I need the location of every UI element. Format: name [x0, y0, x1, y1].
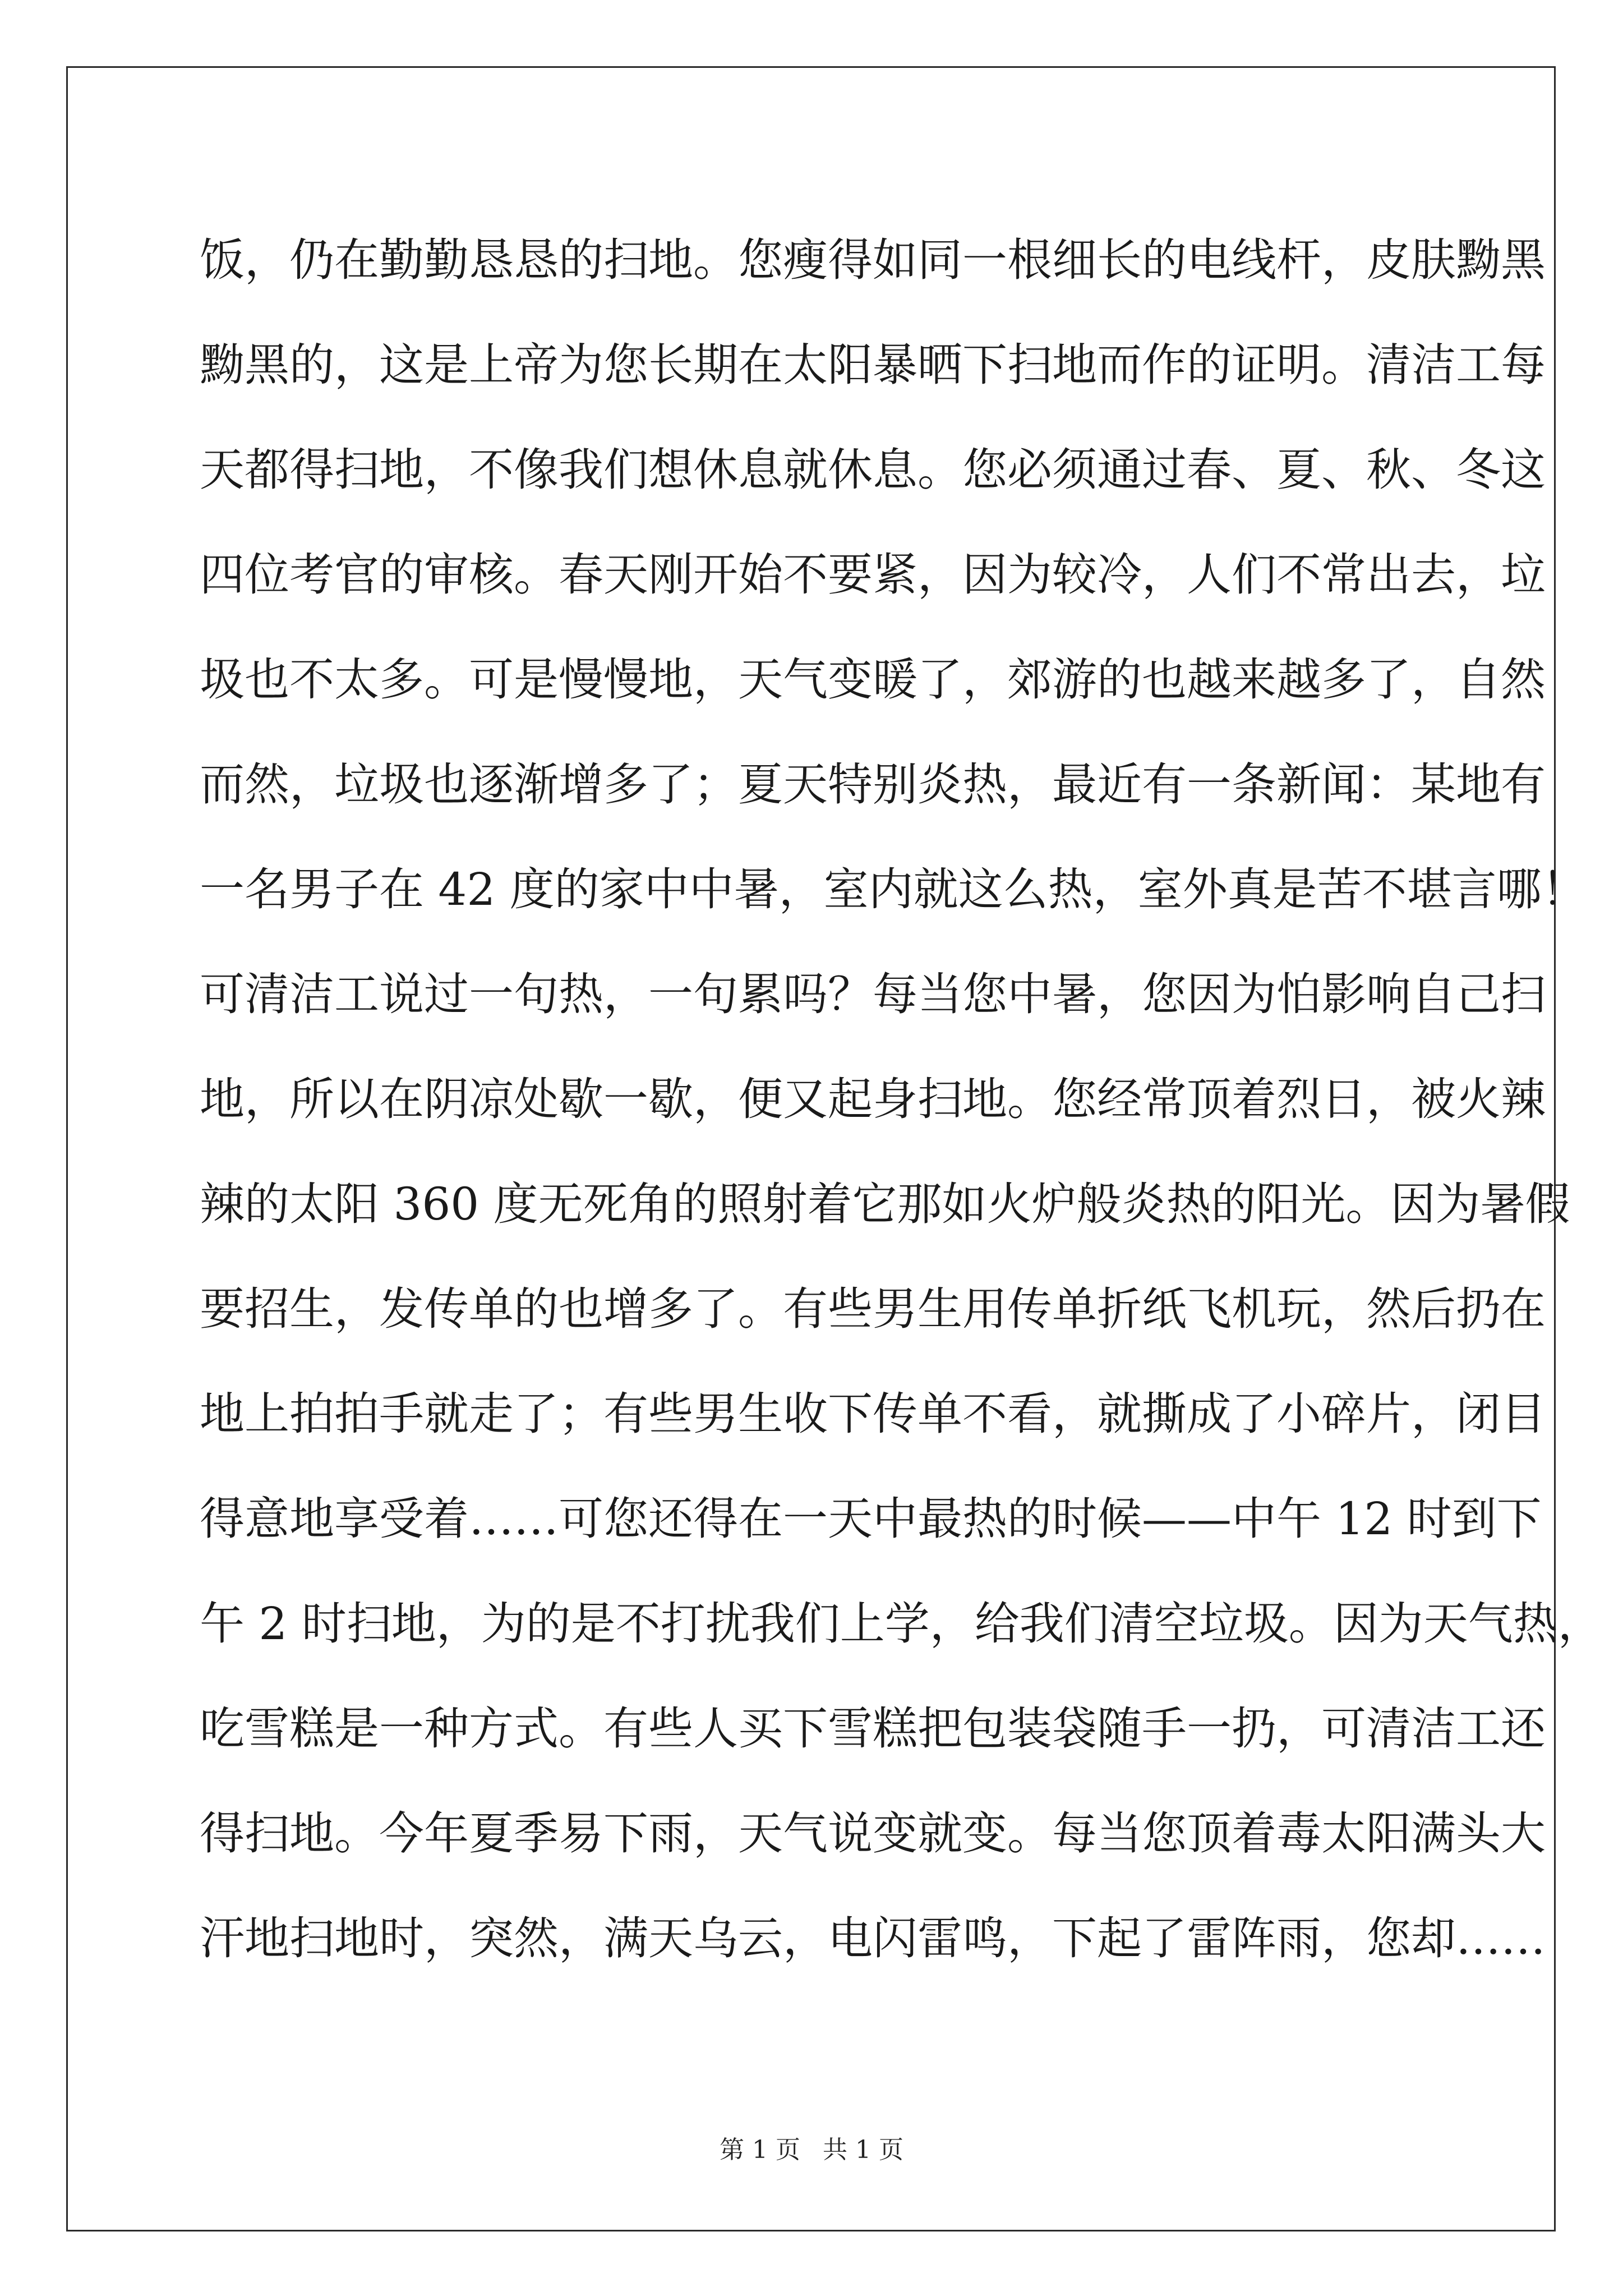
text-line: 四位考官的审核。春天刚开始不要紧，因为较冷，人们不常出去，垃: [200, 549, 1546, 601]
text-line: 地上拍拍手就走了；有些男生收下传单不看，就撕成了小碎片，闭目: [200, 1388, 1546, 1440]
text-line: 一名男子在 42 度的家中中暑，室内就这么热，室外真是苦不堪言哪！: [200, 863, 1587, 915]
page-number: 第 1 页: [720, 2136, 800, 2164]
text-line: 午 2 时扫地，为的是不打扰我们上学，给我们清空垃圾。因为天气热，: [200, 1598, 1603, 1650]
document-body: [200, 208, 1603, 1991]
text-line: 得扫地。今年夏季易下雨，天气说变就变。每当您顶着毒太阳满头大: [200, 1807, 1546, 1860]
text-line: 可清洁工说过一句热，一句累吗？每当您中暑，您因为怕影响自己扫: [200, 968, 1546, 1020]
text-line: 得意地享受着……可您还得在一天中最热的时候——中午 12 时到下: [200, 1493, 1542, 1545]
text-line: 汗地扫地时，突然，满天乌云，电闪雷鸣，下起了雷阵雨，您却……: [200, 1912, 1546, 1964]
text-line: 吃雪糕是一种方式。有些人买下雪糕把包装袋随手一扔，可清洁工还: [200, 1703, 1546, 1755]
text-line: 圾也不太多。可是慢慢地，天气变暖了，郊游的也越来越多了，自然: [200, 654, 1546, 706]
page-total: 共 1 页: [823, 2136, 903, 2164]
text-line: 黝黑的，这是上帝为您长期在太阳暴晒下扫地而作的证明。清洁工每: [200, 339, 1546, 391]
text-line: 天都得扫地，不像我们想休息就休息。您必须通过春、夏、秋、冬这: [200, 444, 1546, 496]
text-line: 辣的太阳 360 度无死角的照射着它那如火炉般炎热的阳光。因为暑假: [200, 1178, 1570, 1230]
text-line: 地，所以在阴凉处歇一歇，便又起身扫地。您经常顶着烈日，被火辣: [200, 1073, 1546, 1125]
text-line: 要招生，发传单的也增多了。有些男生用传单折纸飞机玩，然后扔在: [200, 1283, 1546, 1335]
page-footer: [0, 2131, 1623, 2170]
text-line: 而然，垃圾也逐渐增多了；夏天特别炎热，最近有一条新闻：某地有: [200, 758, 1546, 811]
text-line: 饭，仍在勤勤恳恳的扫地。您瘦得如同一根细长的电线杆，皮肤黝黑: [200, 234, 1546, 286]
